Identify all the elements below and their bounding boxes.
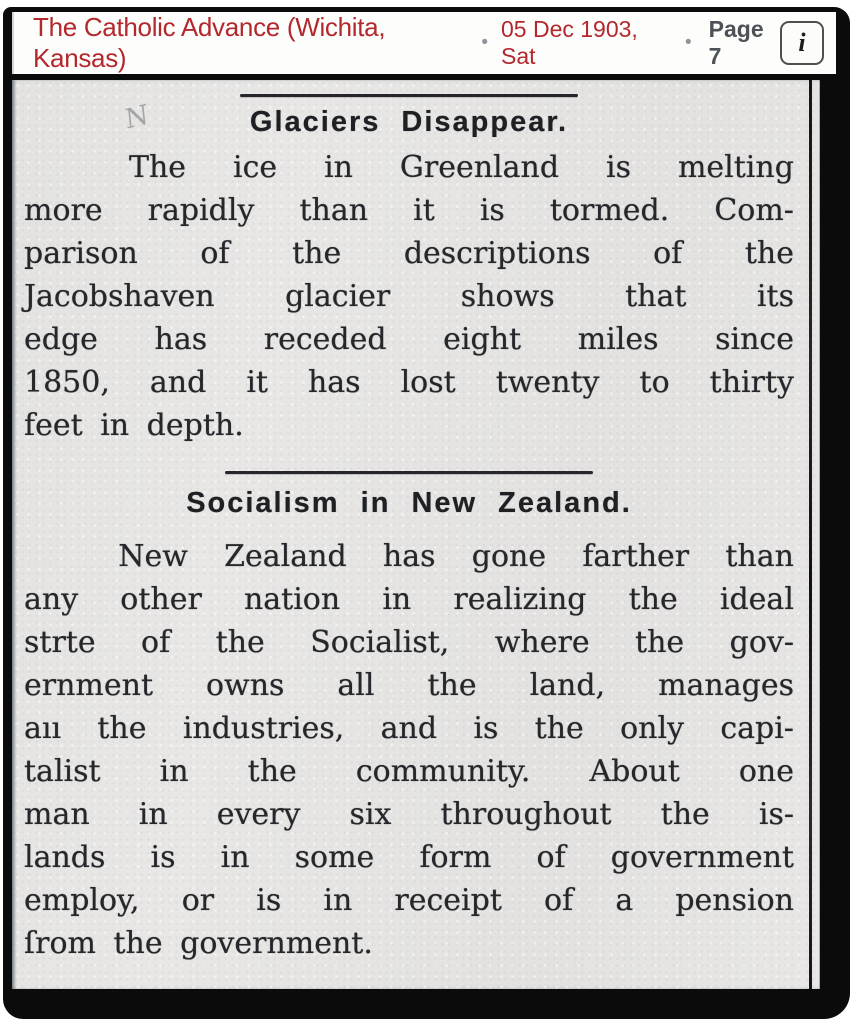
word: than [299, 193, 369, 228]
article-line [24, 664, 794, 707]
word: Zealand [224, 539, 347, 574]
word: any [24, 582, 79, 617]
word: lands [24, 840, 106, 875]
word: in [323, 883, 353, 918]
word: gov- [729, 625, 794, 660]
article-headline: Socialism in New Zealand. [186, 487, 632, 519]
word: descriptions [403, 236, 591, 271]
word: aıı [24, 711, 62, 746]
word: of [544, 883, 574, 918]
word: receipt [394, 883, 502, 918]
word: in [220, 840, 250, 875]
article-body [24, 535, 794, 965]
article-line [24, 793, 794, 836]
article-line [24, 879, 794, 922]
word: the [744, 236, 794, 271]
word: melting [677, 150, 794, 185]
handwritten-artifact: N [123, 99, 150, 136]
word: community. [355, 754, 531, 789]
column-rule [809, 80, 812, 989]
page-number-label: Page 7 [708, 16, 764, 69]
word: the [97, 711, 147, 746]
word: and [380, 711, 438, 746]
word: Com- [714, 193, 794, 228]
word: capi- [720, 711, 794, 746]
article-line [24, 621, 794, 664]
article-line [24, 836, 794, 879]
clipping-header [12, 12, 836, 74]
articles-container [12, 94, 820, 965]
word: parison [24, 236, 138, 271]
word: realizing [453, 582, 587, 617]
word: the [247, 754, 297, 789]
word: is [150, 840, 176, 875]
section-divider [240, 94, 578, 97]
word: eight [443, 322, 522, 357]
word: form [419, 840, 492, 875]
word: every [216, 797, 301, 832]
word: the [427, 668, 477, 703]
word: employ, [24, 883, 140, 918]
word: farther [582, 539, 690, 574]
paragraph-indent [24, 535, 82, 578]
article-line [24, 232, 794, 275]
newspaper-scan[interactable] [12, 80, 820, 989]
word: rapidly [147, 193, 255, 228]
word: more [24, 193, 103, 228]
word: the [635, 625, 685, 660]
word: is [256, 883, 282, 918]
word: government [610, 840, 794, 875]
word: than [725, 539, 794, 574]
word: of [141, 625, 171, 660]
word: a [615, 883, 634, 918]
word: gone [471, 539, 547, 574]
word: edge [24, 322, 98, 357]
article-line: feet in depth. [24, 408, 244, 443]
article-line [24, 318, 794, 361]
word: has [382, 539, 436, 574]
word: ice [232, 150, 278, 185]
word: tormed. [549, 193, 670, 228]
word: manages [658, 668, 794, 703]
word: throughout [440, 797, 612, 832]
article-body [24, 146, 794, 447]
word: is [479, 193, 505, 228]
article-line [24, 750, 794, 793]
word: About [589, 754, 680, 789]
word: thirty [709, 365, 794, 400]
separator-dot: • [481, 32, 488, 53]
word: is [606, 150, 631, 185]
word: it [246, 365, 268, 400]
word: ideal [719, 582, 794, 617]
word: the [628, 582, 678, 617]
word: in [382, 582, 412, 617]
article-line: ſrom the government. [24, 926, 373, 961]
word: Jacobshaven [24, 279, 215, 314]
info-icon[interactable]: i [780, 21, 824, 65]
word: all [337, 668, 375, 703]
word: is [473, 711, 499, 746]
word: glacier [285, 279, 391, 314]
word: it [413, 193, 435, 228]
word: man [24, 797, 90, 832]
section-divider [225, 471, 593, 474]
article-line [24, 707, 794, 750]
word: ernment [24, 668, 153, 703]
word: that [625, 279, 687, 314]
word: New [118, 539, 188, 574]
article [12, 471, 820, 965]
article-line [24, 189, 794, 232]
word: is- [758, 797, 794, 832]
article-line [24, 361, 794, 404]
word: six [349, 797, 392, 832]
word: strte [24, 625, 96, 660]
word: receded [263, 322, 387, 357]
article [12, 94, 820, 447]
word: Socialist, [310, 625, 450, 660]
word: the [660, 797, 710, 832]
word: of [536, 840, 566, 875]
word: has [307, 365, 361, 400]
word: miles [577, 322, 659, 357]
word: has [154, 322, 208, 357]
word: one [738, 754, 794, 789]
word: the [292, 236, 342, 271]
word: other [120, 582, 202, 617]
word: industries, [182, 711, 345, 746]
word: in [138, 797, 168, 832]
article-line [24, 275, 794, 318]
word: land, [529, 668, 606, 703]
word: the [215, 625, 265, 660]
paragraph-indent [24, 146, 82, 189]
word: nation [243, 582, 341, 617]
word: where [494, 625, 590, 660]
word: its [756, 279, 794, 314]
word: shows [460, 279, 555, 314]
article-line [24, 146, 794, 189]
word: in [159, 754, 189, 789]
clipping-frame [3, 7, 850, 1019]
word: the [534, 711, 584, 746]
word: in [324, 150, 353, 185]
word: talist [24, 754, 101, 789]
word: or [181, 883, 215, 918]
word: and [149, 365, 207, 400]
word: some [294, 840, 375, 875]
word: lost [400, 365, 456, 400]
word: The [128, 150, 187, 185]
article-line [24, 535, 794, 578]
word: of [200, 236, 230, 271]
article-line [24, 578, 794, 621]
article-headline: Glaciers Disappear. [249, 106, 569, 138]
word: Greenland [399, 150, 560, 185]
word: 1850, [24, 365, 110, 400]
publication-title[interactable]: The Catholic Advance (Wichita, Kansas) [33, 12, 386, 73]
word: of [653, 236, 683, 271]
separator-dot: • [685, 32, 692, 53]
word: pension [675, 883, 794, 918]
word: only [620, 711, 685, 746]
word: to [639, 365, 670, 400]
word: since [715, 322, 794, 357]
word: owns [205, 668, 285, 703]
word: twenty [495, 365, 600, 400]
clip-date[interactable]: 05 Dec 1903, Sat [501, 16, 638, 69]
